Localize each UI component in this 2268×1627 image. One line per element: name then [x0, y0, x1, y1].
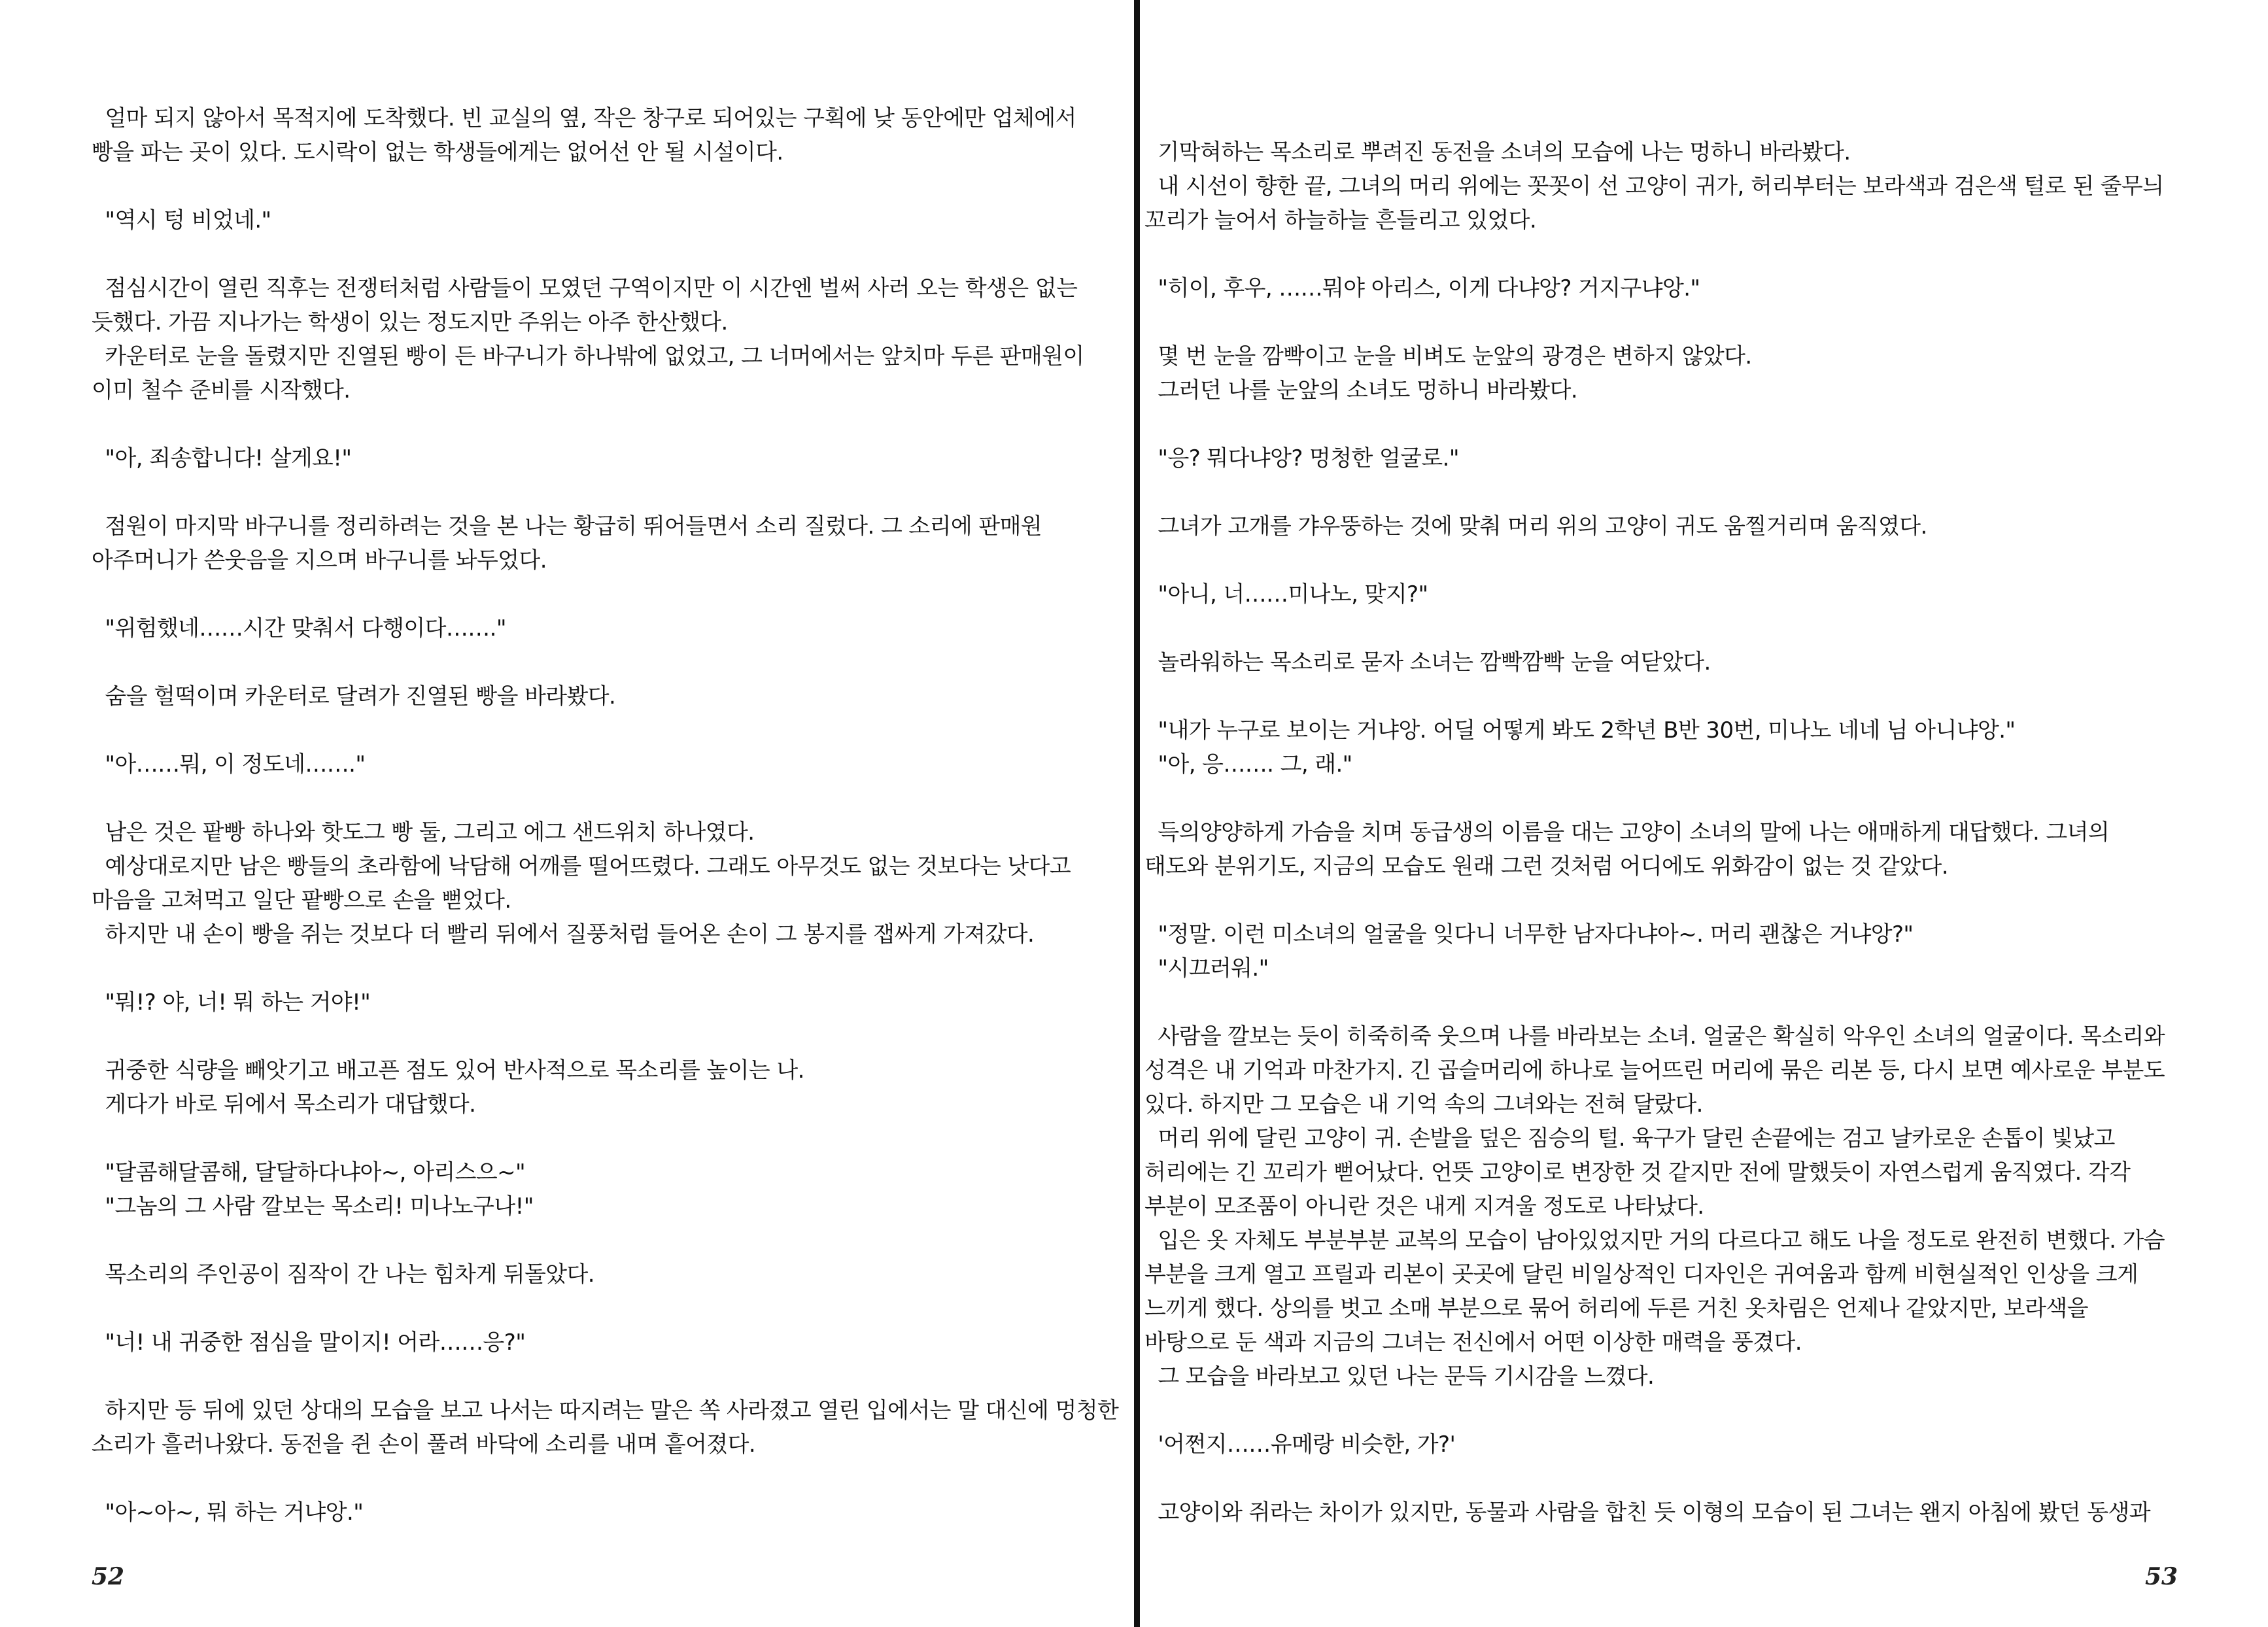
text-line: "아……뭐, 이 정도네…….": [92, 751, 366, 778]
text-line: 그러던 나를 눈앞의 소녀도 멍하니 바라봤다.: [1144, 377, 1578, 403]
text-line: "시끄러워.": [1144, 955, 1269, 982]
text-line: 바탕으로 둔 색과 지금의 그녀는 전신에서 어떤 이상한 매력을 풍겼다.: [1144, 1329, 1802, 1356]
text-line: 머리 위에 달린 고양이 귀. 손발을 덮은 짐승의 털. 육구가 달린 손끝에는 검고 날카로운 손톱이 빛났고: [1144, 1125, 2115, 1152]
paragraph-spacer: [1144, 781, 2158, 815]
text-line: 마음을 고쳐먹고 일단 팥빵으로 손을 뻗었다.: [92, 887, 511, 914]
paragraph-spacer: [1144, 543, 2158, 577]
text-line: 하지만 등 뒤에 있던 상대의 모습을 보고 나서는 따지려는 말은 쏙 사라졌고 열린 입에서는 말 대신에 멍청한: [92, 1397, 1119, 1424]
paragraph-spacer: [92, 1292, 1112, 1326]
text-line: 사람을 깔보는 듯이 히죽히죽 웃으며 나를 바라보는 소녀. 얼굴은 확실히 악우인 소녀의 얼굴이다. 목소리와: [1144, 1023, 2165, 1050]
text-line: 부분이 모조품이 아니란 것은 내게 지겨울 정도로 나타났다.: [1144, 1193, 1704, 1220]
paragraph-spacer: [1144, 679, 2158, 713]
paragraph-spacer: [92, 169, 1112, 203]
text-line: 숨을 헐떡이며 카운터로 달려가 진열된 빵을 바라봤다.: [92, 683, 616, 710]
text-line: 하지만 내 손이 빵을 쥐는 것보다 더 빨리 뒤에서 질풍처럼 들어온 손이 그 봉지를 잽싸게 가져갔다.: [92, 921, 1035, 948]
text-line: 그 모습을 바라보고 있던 나는 문득 기시감을 느꼈다.: [1144, 1363, 1655, 1390]
text-line: "정말. 이런 미소녀의 얼굴을 잊다니 너무한 남자다냐아~. 머리 괜찮은 거냐앙?": [1144, 921, 1914, 948]
right-page-text: [1144, 135, 2165, 1530]
text-line: 기막혀하는 목소리로 뿌려진 동전을 소녀의 모습에 나는 멍하니 바라봤다.: [1144, 139, 1851, 165]
right-page: [1144, 0, 2268, 1627]
text-line: 빵을 파는 곳이 있다. 도시락이 없는 학생들에게는 없어선 안 될 시설이다.: [92, 139, 783, 165]
paragraph-spacer: [92, 475, 1112, 509]
text-line: "히이, 후우, ……뭐야 아리스, 이게 다냐앙? 거지구냐앙.": [1144, 275, 1700, 301]
right-page-number: 53: [2145, 1563, 2178, 1590]
text-line: 이미 철수 준비를 시작했다.: [92, 377, 351, 403]
text-line: "역시 텅 비었네.": [92, 207, 271, 233]
text-line: "아~아~, 뭐 하는 거냐앙.": [92, 1499, 364, 1526]
text-line: 허리에는 긴 꼬리가 뻗어났다. 언뜻 고양이로 변장한 것 같지만 전에 말했듯이 자연스럽게 움직였다. 각각: [1144, 1159, 2131, 1186]
paragraph-spacer: [1144, 475, 2158, 509]
paragraph-spacer: [92, 407, 1112, 441]
text-line: "위험했네……시간 맞춰서 다행이다…….": [92, 615, 506, 642]
paragraph-spacer: [1144, 1394, 2158, 1428]
paragraph-spacer: [92, 1019, 1112, 1053]
text-line: 점심시간이 열린 직후는 전쟁터처럼 사람들이 모였던 구역이지만 이 시간엔 벌써 사러 오는 학생은 없는: [92, 275, 1078, 301]
text-line: 게다가 바로 뒤에서 목소리가 대답했다.: [92, 1091, 476, 1118]
text-line: 성격은 내 기억과 마찬가지. 긴 곱슬머리에 하나로 늘어뜨린 머리에 묶은 리본 등, 다시 보면 예사로운 부분도: [1144, 1057, 2165, 1084]
text-line: 목소리의 주인공이 짐작이 간 나는 힘차게 뒤돌았다.: [92, 1261, 594, 1288]
paragraph-spacer: [1144, 305, 2158, 339]
paragraph-spacer: [92, 781, 1112, 815]
text-line: "그놈의 그 사람 깔보는 목소리! 미나노구나!": [92, 1193, 534, 1220]
left-page-text: [92, 101, 1119, 1530]
text-line: '어쩐지……유메랑 비슷한, 가?': [1144, 1431, 1456, 1458]
paragraph-spacer: [92, 645, 1112, 679]
paragraph-spacer: [92, 577, 1112, 611]
text-line: 소리가 흘러나왔다. 동전을 쥔 손이 풀려 바닥에 소리를 내며 흩어졌다.: [92, 1431, 756, 1458]
text-line: 꼬리가 늘어서 하늘하늘 흔들리고 있었다.: [1144, 207, 1537, 233]
text-line: 태도와 분위기도, 지금의 모습도 원래 그런 것처럼 어디에도 위화감이 없는 것 같았다.: [1144, 853, 1948, 880]
paragraph-spacer: [1144, 985, 2158, 1019]
text-line: 느끼게 했다. 상의를 벗고 소매 부분으로 묶어 허리에 두른 거친 옷차림은 언제나 같았지만, 보라색을: [1144, 1295, 2088, 1322]
text-line: 듯했다. 가끔 지나가는 학생이 있는 정도지만 주위는 아주 한산했다.: [92, 309, 728, 335]
paragraph-spacer: [1144, 611, 2158, 645]
paragraph-spacer: [92, 951, 1112, 985]
paragraph-spacer: [1144, 407, 2158, 441]
text-line: "응? 뭐다냐앙? 멍청한 얼굴로.": [1144, 445, 1459, 471]
left-page: [0, 0, 1131, 1627]
text-line: 놀라워하는 목소리로 묻자 소녀는 깜빡깜빡 눈을 여닫았다.: [1144, 649, 1711, 676]
paragraph-spacer: [1144, 883, 2158, 917]
text-line: 득의양양하게 가슴을 치며 동급생의 이름을 대는 고양이 소녀의 말에 나는 애매하게 대답했다. 그녀의: [1144, 819, 2110, 846]
text-line: "달콤해달콤해, 달달하다냐아~, 아리스으~": [92, 1159, 526, 1186]
text-line: 몇 번 눈을 깜빡이고 눈을 비벼도 눈앞의 광경은 변하지 않았다.: [1144, 343, 1752, 369]
left-page-number: 52: [92, 1563, 125, 1590]
text-line: 내 시선이 향한 끝, 그녀의 머리 위에는 꼿꼿이 선 고양이 귀가, 허리부터는 보라색과 검은색 털로 된 줄무늬: [1144, 173, 2164, 199]
text-line: "아, 죄송합니다! 살게요!": [92, 445, 352, 471]
text-line: "내가 누구로 보이는 거냐앙. 어딜 어떻게 봐도 2학년 B반 30번, 미나노 네네 님 아니냐앙.": [1144, 717, 2016, 744]
text-line: 카운터로 눈을 돌렸지만 진열된 빵이 든 바구니가 하나밖에 없었고, 그 너머에서는 앞치마 두른 판매원이: [92, 343, 1084, 369]
text-line: "뭐!? 야, 너! 뭐 하는 거야!": [92, 989, 371, 1016]
paragraph-spacer: [92, 1122, 1112, 1156]
text-line: "너! 내 귀중한 점심을 말이지! 어라……응?": [92, 1329, 526, 1356]
paragraph-spacer: [1144, 1462, 2158, 1496]
text-line: 아주머니가 쓴웃음을 지으며 바구니를 놔두었다.: [92, 547, 547, 574]
text-line: 예상대로지만 남은 빵들의 초라함에 낙담해 어깨를 떨어뜨렸다. 그래도 아무것도 없는 것보다는 낫다고: [92, 853, 1071, 880]
text-line: "아, 응……. 그, 래.": [1144, 751, 1352, 778]
text-line: 얼마 되지 않아서 목적지에 도착했다. 빈 교실의 옆, 작은 창구로 되어있는 구획에 낮 동안에만 업체에서: [92, 105, 1076, 131]
paragraph-spacer: [92, 713, 1112, 747]
book-gutter-divider: [1134, 0, 1140, 1627]
paragraph-spacer: [92, 237, 1112, 271]
paragraph-spacer: [92, 1462, 1112, 1496]
text-line: 입은 옷 자체도 부분부분 교복의 모습이 남아있었지만 거의 다르다고 해도 나을 정도로 완전히 변했다. 가슴: [1144, 1227, 2165, 1254]
text-line: "아니, 너……미나노, 맞지?": [1144, 581, 1428, 608]
text-line: 그녀가 고개를 갸우뚱하는 것에 맞춰 머리 위의 고양이 귀도 움찔거리며 움직였다.: [1144, 513, 1927, 539]
paragraph-spacer: [92, 1224, 1112, 1258]
paragraph-spacer: [1144, 237, 2158, 271]
text-line: 점원이 마지막 바구니를 정리하려는 것을 본 나는 황급히 뛰어들면서 소리 질렀다. 그 소리에 판매원: [92, 513, 1042, 539]
text-line: 있다. 하지만 그 모습은 내 기억 속의 그녀와는 전혀 달랐다.: [1144, 1091, 1703, 1118]
text-line: 고양이와 쥐라는 차이가 있지만, 동물과 사람을 합친 듯 이형의 모습이 된 그녀는 왠지 아침에 봤던 동생과: [1144, 1499, 2150, 1526]
text-line: 부분을 크게 열고 프릴과 리본이 곳곳에 달린 비일상적인 디자인은 귀여움과 함께 비현실적인 인상을 크게: [1144, 1261, 2139, 1288]
paragraph-spacer: [92, 1360, 1112, 1394]
text-line: 귀중한 식량을 빼앗기고 배고픈 점도 있어 반사적으로 목소리를 높이는 나.: [92, 1057, 804, 1084]
text-line: 남은 것은 팥빵 하나와 핫도그 빵 둘, 그리고 에그 샌드위치 하나였다.: [92, 819, 755, 846]
